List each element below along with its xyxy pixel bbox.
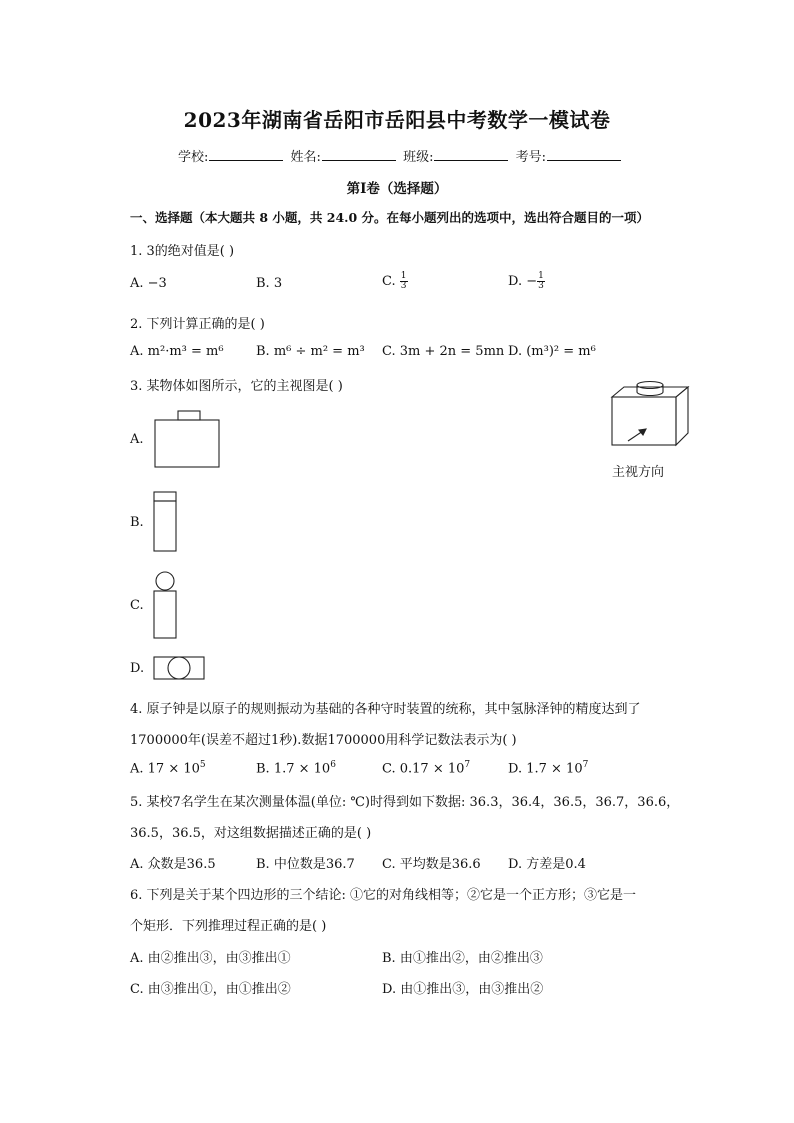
q1-option-c[interactable] (382, 272, 408, 291)
q5-option-a[interactable]: A. 众数是36.5 (130, 857, 216, 872)
q6-option-d[interactable]: D. 由①推出③，由③推出② (382, 982, 544, 997)
school-label: 学校: (178, 150, 209, 165)
q4-option-d[interactable] (508, 760, 588, 776)
q3-option-d-figure[interactable] (153, 656, 209, 684)
q4-stem-line1: 4. 原子钟是以原子的规则振动为基础的各种守时装置的统称，其中氢脉泽钟的精度达到了 (130, 702, 641, 717)
q4-c-exponent: 7 (464, 760, 471, 770)
q5-stem-line1: 5. 某校7名学生在某次测量体温(单位: ℃)时得到如下数据: 36.3，36.4，36.5，36.7，36.6， (130, 795, 680, 810)
q4-d-exponent: 7 (582, 760, 589, 770)
q6-option-a[interactable]: A. 由②推出③，由③推出① (130, 951, 291, 966)
q1-option-c-fraction (400, 272, 408, 291)
q5-option-b[interactable]: B. 中位数是36.7 (256, 857, 355, 872)
q6-stem-line1: 6. 下列是关于某个四边形的三个结论: ①它的对角线相等；②它是一个正方形；③它是一 (130, 888, 637, 903)
q3-object-figure (600, 375, 710, 455)
q3-stem: 3. 某物体如图所示，它的主视图是( ) (130, 379, 343, 394)
q1-d-denominator: 3 (538, 281, 544, 291)
q1-c-denominator: 3 (400, 281, 407, 291)
q2-option-b[interactable]: B. m⁶ ÷ m² = m³ (256, 344, 365, 359)
c-body-block (154, 591, 176, 638)
cylinder-bottom (637, 392, 663, 396)
q6-stem-line2: 个矩形．下列推理过程正确的是( ) (130, 919, 327, 934)
box-front-face (612, 397, 676, 445)
q4-option-a[interactable] (130, 760, 206, 776)
q5-option-c[interactable]: C. 平均数是36.6 (382, 857, 481, 872)
q2-option-a[interactable]: A. m²·m³ = m⁶ (130, 344, 224, 359)
b-top-block (154, 492, 176, 501)
b-body-block (154, 501, 176, 551)
q1-option-d-label: D. − (508, 274, 538, 289)
q1-option-d[interactable] (508, 272, 545, 291)
q3-figure-caption: 主视方向 (612, 465, 665, 480)
exam-no-label: 考号: (515, 150, 546, 165)
class-blank[interactable] (434, 149, 508, 161)
q4-option-b[interactable] (256, 760, 336, 776)
q3-option-b[interactable]: B. (130, 515, 144, 530)
q3-option-c-figure[interactable] (153, 571, 183, 641)
part-one-heading: 一、选择题（本大题共 8 小题，共 24.0 分。在每小题列出的选项中，选出符合题目的一项） (130, 210, 650, 225)
name-blank[interactable] (322, 149, 396, 161)
q1-option-b[interactable]: B. 3 (256, 276, 283, 291)
q3-option-b-figure[interactable] (153, 491, 183, 553)
q1-d-numerator: 1 (538, 271, 544, 281)
c-top-circle (156, 572, 174, 590)
q1-option-c-label: C. (382, 274, 396, 289)
q5-option-d[interactable]: D. 方差是0.4 (508, 857, 586, 872)
view-arrow-head (639, 429, 646, 435)
school-blank[interactable] (209, 149, 283, 161)
q6-option-b[interactable]: B. 由①推出②，由②推出③ (382, 951, 543, 966)
q4-a-exponent: 5 (199, 760, 206, 770)
q2-option-c[interactable]: C. 3m + 2n = 5mn (382, 344, 505, 359)
a-top-block (178, 411, 200, 420)
exam-title: 2023年湖南省岳阳市岳阳县中考数学一模试卷 (183, 108, 611, 132)
q3-option-c[interactable]: C. (130, 598, 144, 613)
student-info-line (178, 146, 624, 165)
q1-option-d-fraction (537, 272, 545, 291)
q5-stem-line2: 36.5，36.5，对这组数据描述正确的是( ) (130, 826, 372, 841)
q3-option-a-figure[interactable] (154, 409, 224, 469)
box-side-face (676, 387, 688, 445)
q1-option-a[interactable]: A. −3 (130, 276, 167, 291)
q4-b-exponent: 6 (330, 760, 336, 770)
exam-no-blank[interactable] (547, 149, 621, 161)
q4-option-c[interactable] (382, 760, 470, 776)
q2-option-d[interactable]: D. (m³)² = m⁶ (508, 344, 596, 359)
class-label: 班级: (403, 150, 434, 165)
name-label: 姓名: (290, 150, 321, 165)
q6-option-c[interactable]: C. 由③推出①，由①推出② (130, 982, 291, 997)
q3-option-a[interactable]: A. (130, 432, 144, 447)
d-circle (168, 657, 190, 679)
q4-c-label: C. 0.17 × 10 (382, 761, 465, 777)
q1-c-numerator: 1 (400, 271, 407, 281)
q4-b-label: B. 1.7 × 10 (256, 761, 331, 777)
a-base-block (155, 420, 219, 467)
q1-stem: 1. 3的绝对值是( ) (130, 244, 235, 259)
q4-a-label: A. 17 × 10 (130, 761, 200, 777)
section-title: 第I卷（选择题） (346, 181, 448, 197)
d-rect (154, 657, 204, 679)
q2-stem: 2. 下列计算正确的是( ) (130, 317, 265, 332)
q4-stem-line2: 1700000年(误差不超过1秒).数据1700000用科学记数法表示为( ) (130, 733, 517, 748)
q4-d-label: D. 1.7 × 10 (508, 761, 583, 777)
q3-option-d[interactable]: D. (130, 661, 145, 676)
